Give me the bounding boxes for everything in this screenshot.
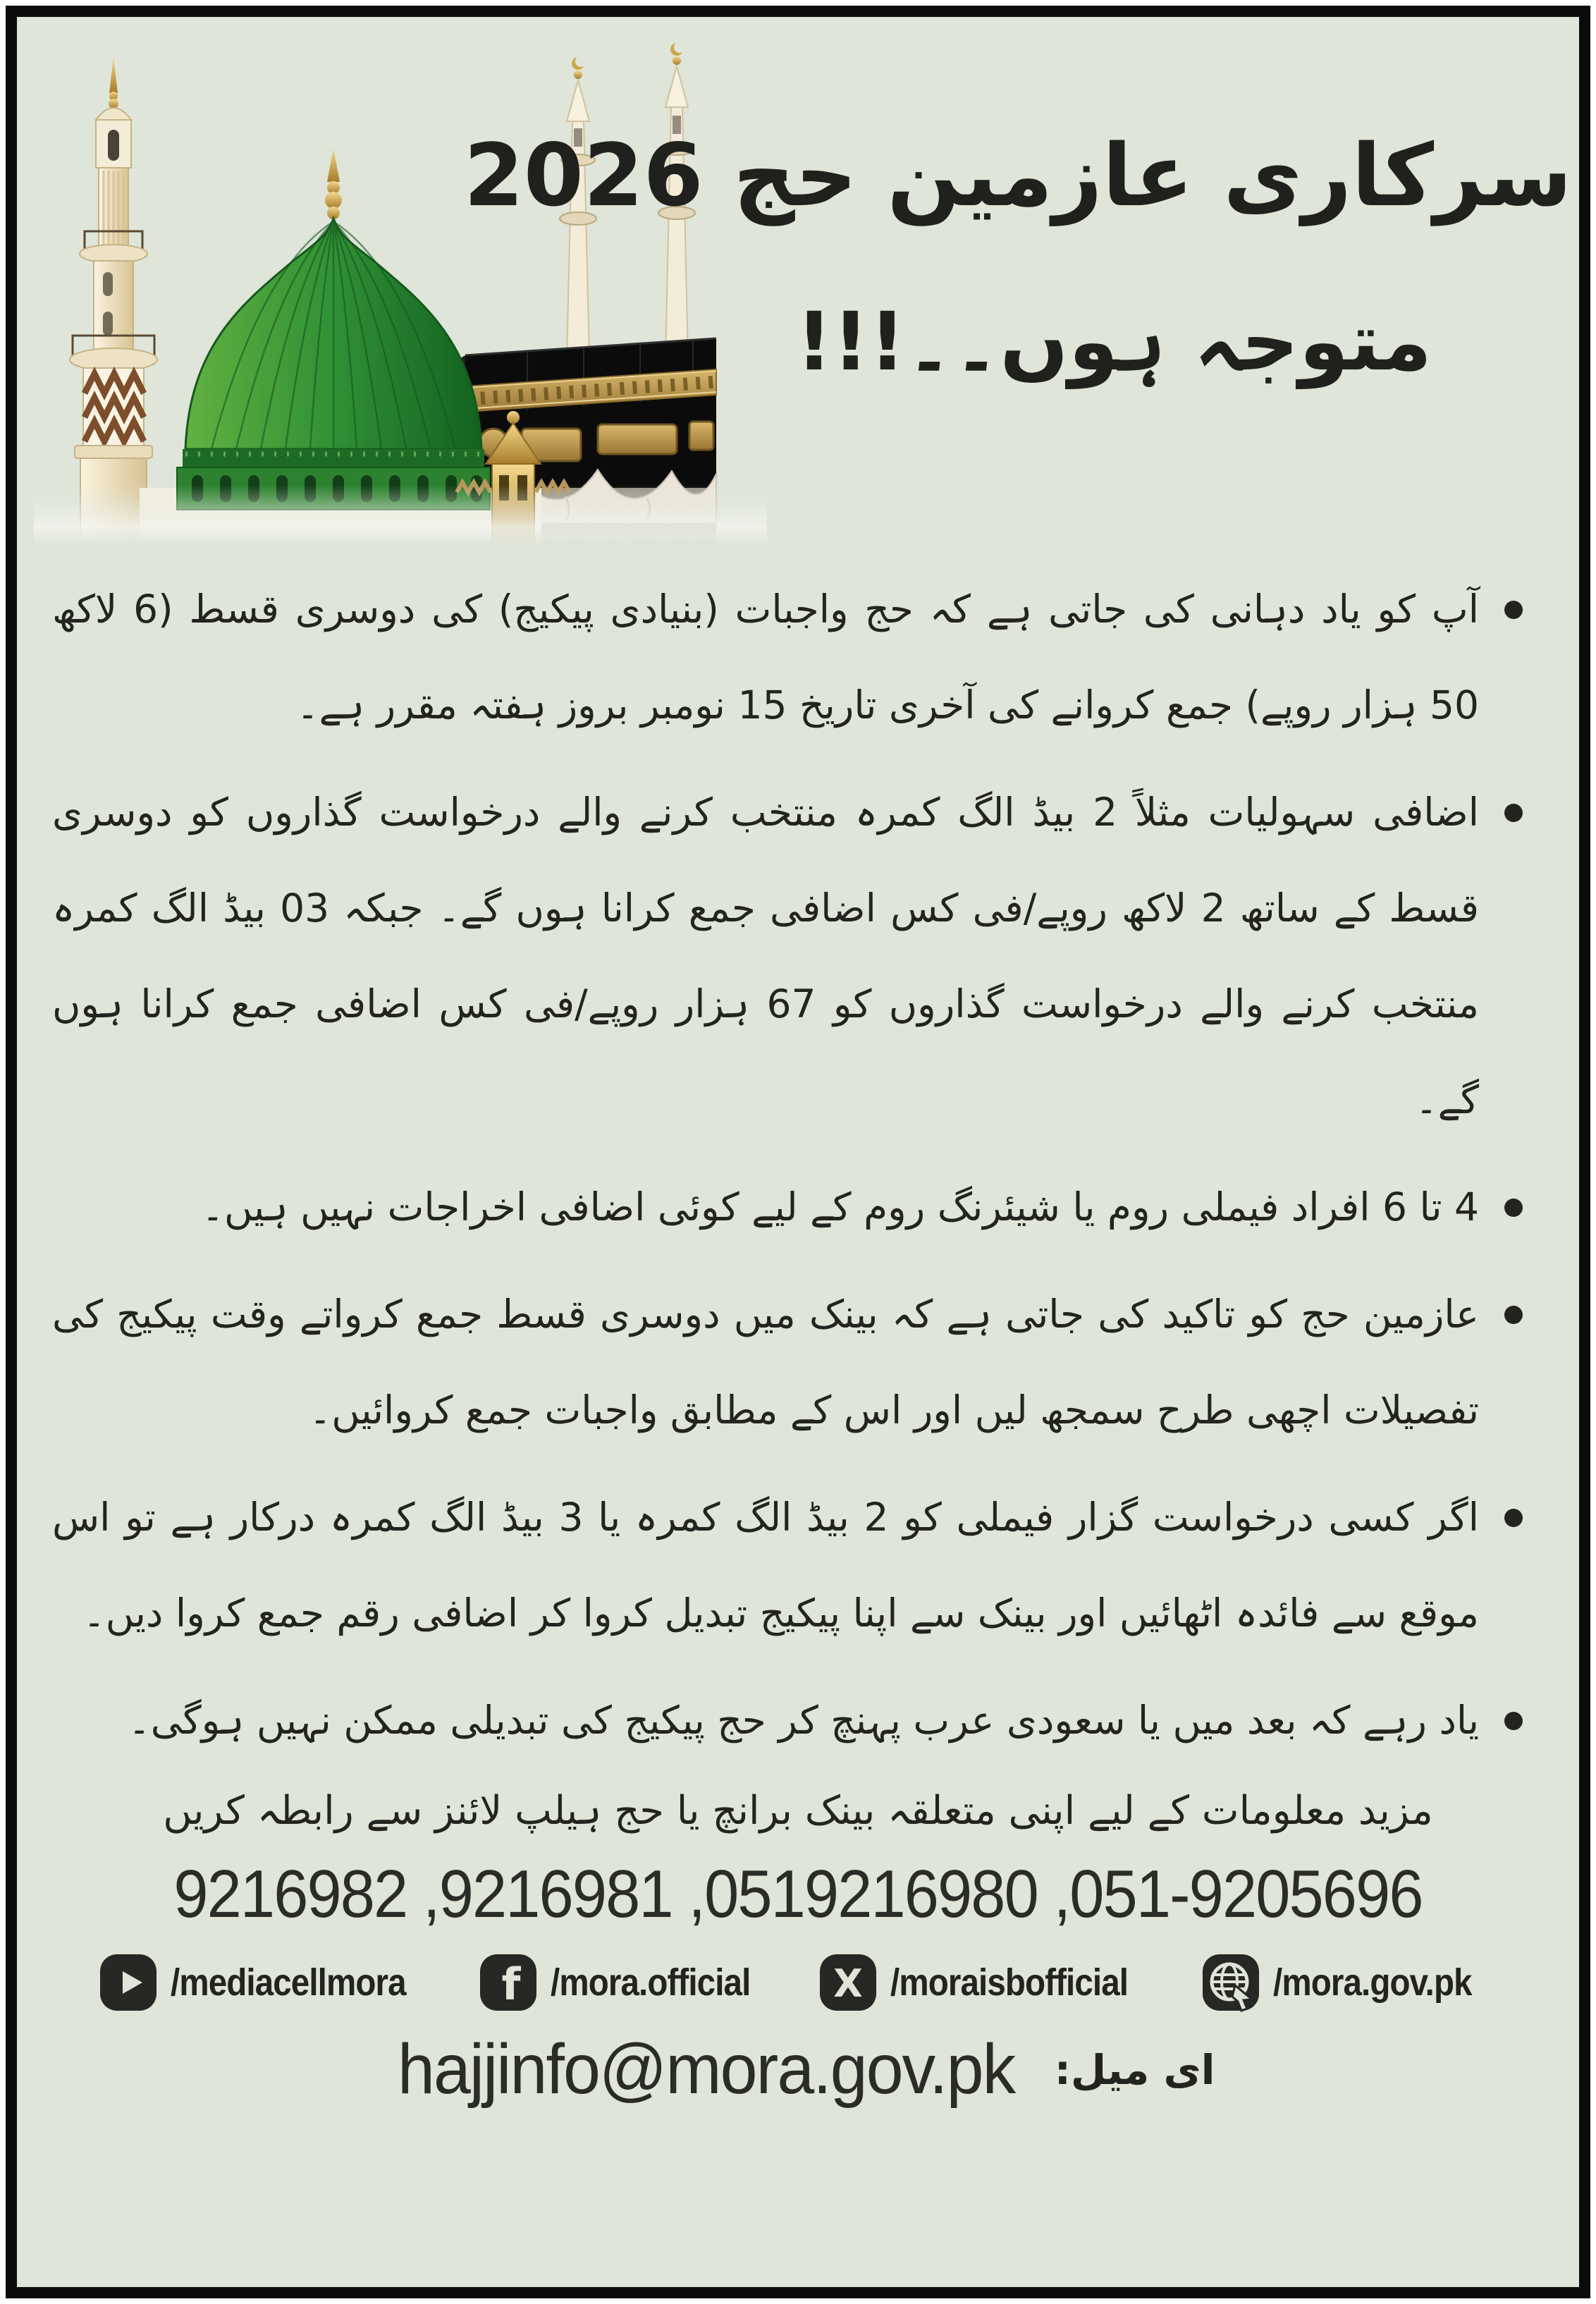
- social-item-youtube: [97, 1951, 438, 2014]
- minaret-illustration: [70, 56, 157, 544]
- helpline-phone-numbers: 051-9205696, 0519216980, 9216981, 9216982: [173, 1856, 1423, 1932]
- page-title: سرکاری عازمین حج 2026: [463, 125, 1572, 226]
- social-handle: /moraisbofficial: [890, 1961, 1129, 2004]
- x-icon: [817, 1951, 879, 2014]
- social-handle: /mora.official: [550, 1961, 751, 2004]
- hero-bottom-fade: [34, 485, 767, 544]
- bullet-dot: [1504, 1712, 1523, 1730]
- poster-frame: [6, 6, 1590, 2298]
- bullet-dot: [1504, 804, 1523, 822]
- bullet-dot: [1504, 1306, 1523, 1324]
- bullet-text: 4 تا 6 افراد فیملی روم یا شیئرنگ روم کے لیے کوئی اضافی اخراجات نہیں ہیں۔: [201, 1184, 1479, 1230]
- bullet-dot: [1504, 1509, 1523, 1527]
- social-handle: /mora.gov.pk: [1273, 1961, 1472, 2004]
- bullet-dot: [1504, 601, 1523, 619]
- list-item: [52, 1672, 1530, 1768]
- svg-text:f: f: [501, 1959, 521, 2010]
- poster-body: [47, 561, 1549, 2110]
- social-media-row: [47, 1951, 1549, 2014]
- list-item: [52, 1266, 1530, 1458]
- title-block: [463, 102, 1572, 409]
- bullet-text: آپ کو یاد دہانی کی جاتی ہے کہ حج واجبات (بنیادی پیکیج) کی دوسری قسط (6 لاکھ 50 ہزار روپے) جمع کروانے کی آخری تاریخ 15 نومبر بروز ہفتہ مقرر ہے۔: [52, 587, 1479, 728]
- contact-note: مزید معلومات کے لیے اپنی متعلقہ بینک برانچ یا حج ہیلپ لائنز سے رابطہ کریں: [163, 1788, 1433, 1834]
- svg-text:X: X: [833, 1961, 863, 2006]
- list-item: [52, 1469, 1530, 1661]
- social-item-x: [817, 1951, 1160, 2014]
- youtube-icon: [97, 1951, 159, 2014]
- bullet-text: عازمین حج کو تاکید کی جاتی ہے کہ بینک میں دوسری قسط جمع کرواتے وقت پیکیج کی تفصیلات اچھی طرح سمجھ لیں اور اس کے مطابق واجبات جمع کروائیں۔: [52, 1292, 1479, 1433]
- list-item: [52, 764, 1530, 1148]
- bullet-text: اضافی سہولیات مثلاً 2 بیڈ الگ کمرہ منتخب کرنے والے درخواست گذاروں کو دوسری قسط کے ساتھ 2 لاکھ روپے/فی کس اضافی جمع کرانا ہوں گے۔ جبکہ 03 بیڈ الگ کمرہ منتخب کرنے والے درخواست گذاروں کو 67 ہزار روپے/فی کس اضافی جمع کرانا ہوں گے۔: [52, 790, 1480, 1122]
- globe-icon: [1200, 1951, 1262, 2014]
- bullet-dot: [1504, 1199, 1523, 1217]
- notice-bullet-list: [47, 561, 1549, 1768]
- page-subtitle: متوجہ ہوں۔۔!!!: [795, 295, 1432, 388]
- bullet-text: اگر کسی درخواست گزار فیملی کو 2 بیڈ الگ کمرہ یا 3 بیڈ الگ کمرہ درکار ہے تو اس موقع سے فائدہ اٹھائیں اور بینک سے اپنا پیکیج تبدیل کروا کر اضافی رقم جمع کروا دیں۔: [52, 1495, 1480, 1636]
- social-item-website: [1200, 1951, 1499, 2014]
- list-item: [52, 1159, 1530, 1255]
- social-item-facebook: [477, 1951, 778, 2014]
- email-address: hajjinfo@mora.gov.pk: [397, 2030, 1014, 2109]
- social-handle: /mediacellmora: [170, 1961, 406, 2004]
- list-item: [52, 561, 1530, 753]
- email-row: [47, 2029, 1549, 2110]
- facebook-icon: [477, 1951, 539, 2014]
- email-label: ای میل:: [1054, 2045, 1215, 2094]
- bullet-text: یاد رہے کہ بعد میں یا سعودی عرب پہنچ کر حج پیکیج کی تبدیلی ممکن نہیں ہوگی۔: [128, 1698, 1479, 1743]
